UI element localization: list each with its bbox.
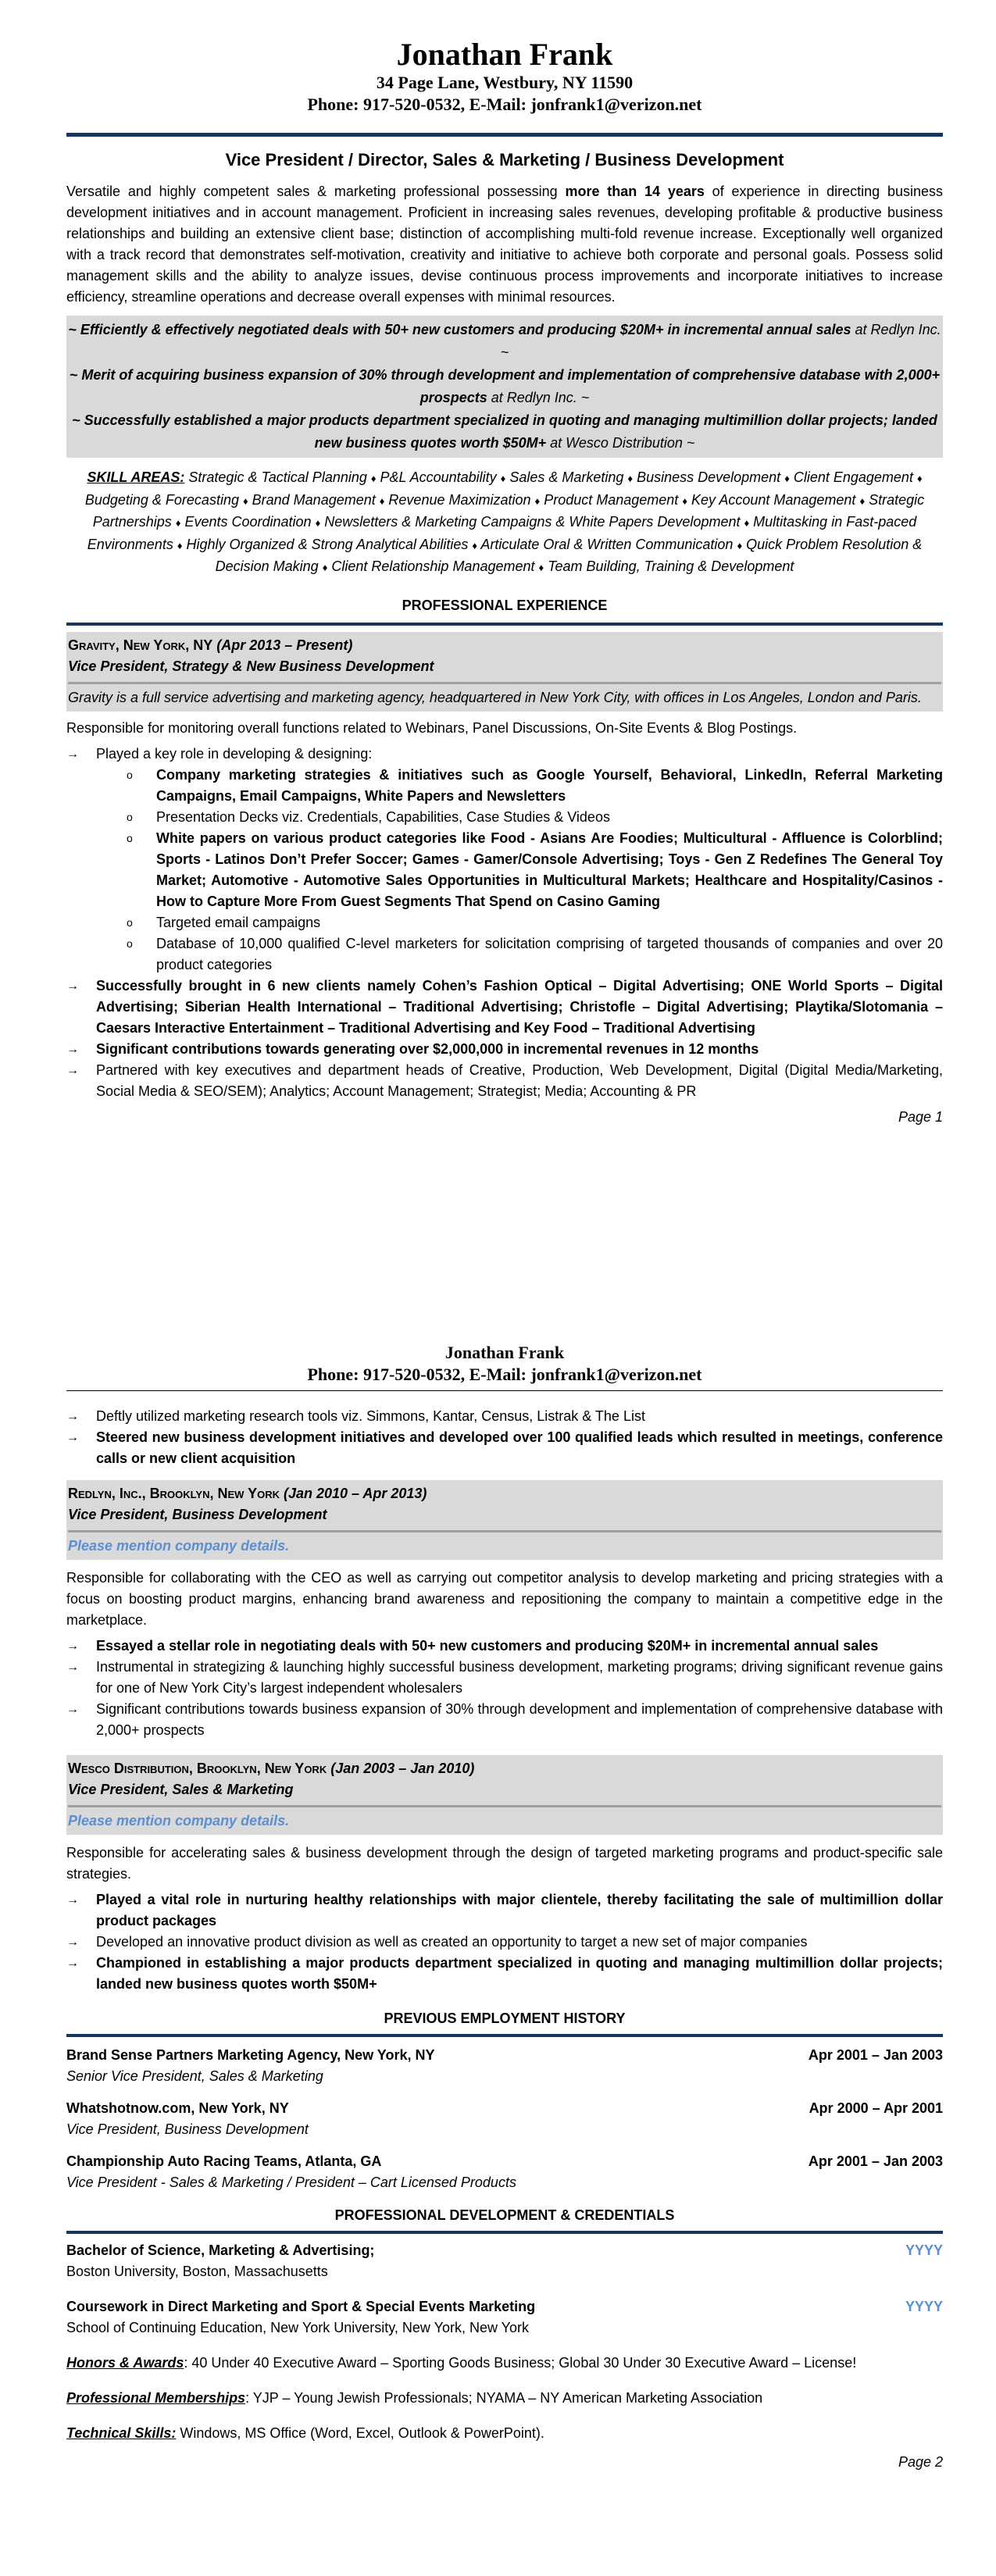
employment-title: Senior Vice President, Sales & Marketing	[66, 2068, 323, 2084]
employer-name: Brand Sense Partners Marketing Agency, New York, NY	[66, 2047, 435, 2063]
section-rule	[66, 2231, 943, 2234]
job-company: Redlyn, Inc., Brooklyn, New York	[68, 1486, 280, 1501]
sub-bullets	[66, 765, 943, 976]
diamond-icon: ♦	[242, 494, 248, 507]
job-dates: (Jan 2003 – Jan 2010)	[330, 1761, 475, 1776]
education-item	[66, 2296, 943, 2339]
diamond-icon: ♦	[370, 473, 377, 484]
bullet-text: Developed an innovative product division as well as created an opportunity to target a new set of major companies	[96, 1934, 808, 1950]
diamond-icon: ♦	[737, 539, 743, 551]
job-bullets	[66, 1636, 943, 1741]
professional-memberships	[66, 2388, 943, 2409]
diamond-icon: ♦	[534, 494, 541, 507]
list-item	[66, 1636, 943, 1657]
summary-text: Versatile and highly competent sales & marketing professional possessing	[66, 184, 566, 199]
memberships-label: Professional Memberships	[66, 2390, 246, 2406]
skill-areas-label: SKILL AREAS:	[87, 469, 185, 485]
circle-bullet-icon: o	[127, 810, 133, 823]
summary-text-rest: of experience in directing business development initiatives and in account management. Proficient in increasing sales revenues, developing profitable & productive business relationships and building an extensive client base; distinction of accomplishing multi-fold revenue increase. Exceptionally well organized with a track record that demonstrates self-motivation, creativity and initiative to achieve both corporate and personal goals. Possess solid management skills and the ability to analyze issues, devise continuous process improvements and incorporate initiatives to increase efficiency, streamline operations and decrease overall expenses with minimal resources.	[66, 184, 943, 305]
list-item	[66, 1039, 943, 1060]
diamond-icon: ♦	[315, 517, 321, 529]
diamond-icon: ♦	[500, 473, 506, 484]
education-row	[66, 2240, 943, 2261]
bullet-text: Significant contributions towards generating over $2,000,000 in incremental revenues in 12 months	[96, 1040, 759, 1057]
arrow-icon: →	[66, 747, 79, 761]
list-item	[66, 1406, 943, 1427]
list-item	[66, 1657, 943, 1699]
bullet-text: Company marketing strategies & initiatives such as Google Yourself, Behavioral, LinkedIn, Referral Marketing Campaigns, Email Campaigns, White Papers and Newsletters	[156, 766, 943, 804]
skill-item: Articulate Oral & Written Communication	[480, 536, 734, 552]
skill-item: Strategic & Tactical Planning	[188, 469, 367, 485]
arrow-icon: →	[66, 1639, 79, 1653]
job-bullets	[66, 1889, 943, 1995]
employer-name: Championship Auto Racing Teams, Atlanta, GA	[66, 2153, 382, 2169]
arrow-icon: →	[66, 1063, 79, 1077]
skill-areas	[66, 467, 943, 579]
header-rule	[66, 133, 943, 137]
skill-item: Client Relationship Management	[331, 558, 535, 574]
section-rule	[66, 2034, 943, 2037]
skill-item: Multitasking in Fast-paced Environments	[87, 514, 917, 552]
job-company-line	[68, 1483, 941, 1504]
job-description: Gravity is a full service advertising and marketing agency, headquartered in New York City, with offices in Los Angeles, London and Paris.	[68, 689, 922, 705]
section-heading-experience: PROFESSIONAL EXPERIENCE	[402, 597, 608, 613]
highlight-bold: ~ Efficiently & effectively negotiated deals with 50+ new customers and producing $20M+ in incremental annual sales	[68, 322, 851, 337]
contact-line: Phone: 917-520-0532, E-Mail: jonfrank1@verizon.net	[307, 95, 702, 114]
skill-item: Events Coordination	[184, 514, 312, 530]
list-item	[66, 744, 943, 765]
previous-employment-list	[66, 2045, 943, 2193]
skill-item: Newsletters & Marketing Campaigns & White Papers Development	[324, 514, 741, 530]
bullet-text: Essayed a stellar role in negotiating deals with 50+ new customers and producing $20M+ in incremental annual sales	[96, 1638, 879, 1654]
highlight-rest: at Wesco Distribution ~	[546, 435, 695, 451]
arrow-icon: →	[66, 1936, 79, 1949]
diamond-icon: ♦	[175, 517, 181, 529]
diamond-icon: ♦	[744, 517, 750, 529]
employer-name: Whatshotnow.com, New York, NY	[66, 2100, 289, 2116]
list-item	[66, 912, 943, 933]
bullet-text: Played a key role in developing & designing:	[96, 745, 373, 762]
list-item	[66, 765, 943, 807]
highlight-rest: at Redlyn Inc. ~	[500, 322, 941, 360]
skill-item: Client Engagement	[793, 469, 913, 485]
list-item	[66, 807, 943, 828]
highlight-item	[68, 364, 941, 409]
diamond-icon: ♦	[627, 473, 634, 484]
list-item	[66, 933, 943, 976]
diamond-icon: ♦	[784, 473, 790, 484]
employment-title: Vice President, Business Development	[66, 2121, 309, 2137]
previous-employment-item	[66, 2151, 943, 2193]
education-year: YYYY	[905, 2299, 943, 2314]
arrow-icon: →	[66, 1431, 79, 1444]
bullet-text: Database of 10,000 qualified C-level marketers for solicitation comprising of targeted thousands of companies and over 20 product categories	[156, 935, 943, 972]
diamond-icon: ♦	[859, 494, 866, 507]
page-number: Page 1	[898, 1108, 943, 1125]
job-responsibility: Responsible for monitoring overall functions related to Webinars, Panel Discussions, On-Site Events & Blog Postings.	[66, 719, 798, 736]
job-company-line	[68, 635, 941, 656]
employment-dates: Apr 2000 – Apr 2001	[809, 2100, 943, 2116]
employment-dates: Apr 2001 – Jan 2003	[808, 2153, 943, 2169]
highlight-bold: ~ Successfully established a major products department specialized in quoting and managing multimillion dollar projects; landed new business quotes worth $50M+	[72, 412, 937, 451]
technical-label: Technical Skills:	[66, 2425, 177, 2441]
list-item	[66, 1427, 943, 1469]
skill-item: Team Building, Training & Development	[548, 558, 794, 574]
degree: Coursework in Direct Marketing and Sport & Special Events Marketing	[66, 2299, 536, 2314]
honors-label: Honors & Awards	[66, 2355, 184, 2371]
job-responsibility: Responsible for accelerating sales & business development through the design of targeted marketing programs and product-specific sale strategies.	[66, 1845, 943, 1882]
highlight-bold: ~ Merit of acquiring business expansion of 30% through development and implementation of comprehensive database with 2,000+ prospects	[69, 367, 941, 405]
skill-item: Quick Problem Resolution & Decision Making	[215, 536, 923, 574]
diamond-icon: ♦	[682, 494, 687, 507]
previous-employment-item	[66, 2045, 943, 2087]
school: Boston University, Boston, Massachusetts	[66, 2264, 328, 2279]
education-row	[66, 2296, 943, 2317]
skill-item: Budgeting & Forecasting	[84, 491, 239, 508]
arrow-icon: →	[66, 1957, 79, 1970]
bullet-text: White papers on various product categories like Food - Asians Are Foodies; Multicultural - Affluence is Colorblind; Sports - Latinos Don’t Prefer Soccer; Games - Gamer/Console Advertising; Toys - Gen Z Redefines The General Toy Market; Automotive - Automotive Sales Opportunities in Multicultural Markets; Healthcare and Hospitality/Casinos - How to Capture More From Guest Segments That Spend on Casino Gaming	[156, 830, 943, 909]
circle-bullet-icon: o	[127, 768, 133, 781]
section-rule	[66, 623, 943, 626]
circle-bullet-icon: o	[127, 831, 133, 844]
bullet-text: Partnered with key executives and department heads of Creative, Production, Web Development, Digital (Digital Media/Marketing, Social Media & SEO/SEM); Analytics; Account Management; Strategist; Media; Accounting & PR	[96, 1061, 943, 1099]
employment-row	[66, 2045, 943, 2066]
employment-title: Vice President - Sales & Marketing / President – Cart Licensed Products	[66, 2175, 516, 2190]
bullet-text: Steered new business development initiatives and developed over 100 qualified leads which resulted in meetings, conference calls or new client acquisition	[96, 1429, 943, 1466]
circle-bullet-icon: o	[127, 915, 133, 929]
page-2-header	[66, 1342, 943, 1386]
education-list	[66, 2240, 943, 2339]
circle-bullet-icon: o	[127, 937, 133, 950]
employment-row	[66, 2151, 943, 2172]
contact-line: Phone: 917-520-0532, E-Mail: jonfrank1@verizon.net	[307, 1365, 702, 1384]
job-company-line	[68, 1758, 941, 1779]
highlight-rest: at Redlyn Inc. ~	[487, 390, 590, 405]
job-header-gravity	[66, 632, 943, 712]
skill-item: Business Development	[637, 469, 781, 485]
skill-item: Revenue Maximization	[388, 491, 531, 508]
list-item	[66, 1889, 943, 1932]
employment-dates: Apr 2001 – Jan 2003	[808, 2047, 943, 2063]
page-1	[66, 37, 943, 116]
bullet-text: Deftly utilized marketing research tools viz. Simmons, Kantar, Census, Listrak & The List	[96, 1408, 645, 1424]
job-title: Vice President, Business Development	[68, 1507, 327, 1522]
arrow-icon: →	[66, 1410, 79, 1423]
skill-item: Brand Management	[252, 491, 376, 508]
degree: Bachelor of Science, Marketing & Advertising;	[66, 2242, 375, 2258]
highlight-item	[68, 409, 941, 455]
list-item	[66, 1060, 943, 1102]
job-header-redlyn	[66, 1480, 943, 1560]
summary-paragraph	[66, 181, 943, 308]
memberships-text: : YJP – Young Jewish Professionals; NYAMA – NY American Marketing Association	[245, 2390, 763, 2406]
job-separator	[68, 1530, 941, 1532]
honors-text: : 40 Under 40 Executive Award – Sporting Goods Business; Global 30 Under 30 Executive Award – License!	[184, 2355, 857, 2371]
list-item	[66, 828, 943, 912]
education-year: YYYY	[905, 2242, 943, 2258]
bullet-text: Successfully brought in 6 new clients namely Cohen’s Fashion Optical – Digital Advertising; ONE World Sports – Digital Advertising; Siberian Health International – Traditional Advertising; Christofle – Digital Advertising; Playtika/Slotomania – Caesars Interactive Entertainment – Traditional Advertising and Key Food – Traditional Advertising	[96, 977, 943, 1036]
technical-skills	[66, 2423, 943, 2444]
diamond-icon: ♦	[916, 473, 923, 484]
diamond-icon: ♦	[472, 539, 477, 551]
headline: Vice President / Director, Sales & Marketing / Business Development	[225, 150, 784, 169]
header-rule	[66, 1390, 943, 1391]
job-dates: (Jan 2010 – Apr 2013)	[283, 1486, 427, 1501]
skill-item: Key Account Management	[691, 491, 856, 508]
skill-item: Highly Organized & Strong Analytical Abilities	[186, 536, 469, 552]
arrow-icon: →	[66, 1703, 79, 1716]
honors-awards	[66, 2353, 943, 2374]
job-company: Gravity, New York, NY	[68, 637, 213, 653]
skill-areas-list	[85, 469, 924, 574]
address: 34 Page Lane, Westbury, NY 11590	[376, 73, 634, 92]
job-title: Vice President, Sales & Marketing	[68, 1782, 294, 1797]
job-separator	[68, 682, 941, 684]
skill-item: P&L Accountability	[380, 469, 497, 485]
job-description: Please mention company details.	[68, 1813, 290, 1829]
section-heading-previous: PREVIOUS EMPLOYMENT HISTORY	[384, 2010, 626, 2026]
candidate-name: Jonathan Frank	[444, 1343, 565, 1362]
employment-row	[66, 2098, 943, 2119]
highlight-item	[68, 319, 941, 364]
job-header-wesco	[66, 1755, 943, 1835]
arrow-icon: →	[66, 1661, 79, 1674]
diamond-icon: ♦	[379, 494, 385, 507]
page-1-body	[66, 148, 943, 1128]
bullet-text: Championed in establishing a major products department specialized in quoting and managing multimillion dollar projects; landed new business quotes worth $50M+	[96, 1955, 943, 1992]
page-2-body	[66, 1406, 943, 2473]
bullet-text: Presentation Decks viz. Credentials, Capabilities, Case Studies & Videos	[156, 808, 610, 825]
section-heading-credentials: PROFESSIONAL DEVELOPMENT & CREDENTIALS	[334, 2207, 675, 2223]
job-title: Vice President, Strategy & New Business Development	[68, 658, 434, 674]
highlights-box	[66, 316, 943, 458]
job-bullets	[66, 976, 943, 1102]
bullet-text: Targeted email campaigns	[156, 914, 321, 930]
job-responsibility: Responsible for collaborating with the CEO as well as carrying out competitor analysis to develop marketing and pricing strategies with a focus on boosting product margins, enhancing brand awareness and repositioning the company to maintain a competitive edge in the marketplace.	[66, 1570, 943, 1628]
page-number: Page 2	[898, 2454, 943, 2470]
bullet-text: Significant contributions towards business expansion of 30% through development and implementation of comprehensive database with 2,000+ prospects	[96, 1701, 943, 1738]
education-item	[66, 2240, 943, 2282]
list-item	[66, 1699, 943, 1741]
candidate-name: Jonathan Frank	[396, 37, 613, 72]
technical-text: Windows, MS Office (Word, Excel, Outlook & PowerPoint).	[176, 2425, 544, 2441]
skill-item: Strategic Partnerships	[92, 491, 925, 530]
job-dates: (Apr 2013 – Present)	[216, 637, 353, 653]
summary-emphasis: more than 14 years	[565, 184, 705, 199]
skill-item: Sales & Marketing	[509, 469, 624, 485]
list-item	[66, 1953, 943, 1995]
arrow-icon: →	[66, 1042, 79, 1056]
job-company: Wesco Distribution, Brooklyn, New York	[68, 1761, 327, 1776]
job-bullets	[66, 1406, 943, 1469]
list-item	[66, 976, 943, 1039]
diamond-icon: ♦	[177, 539, 183, 551]
list-item	[66, 1932, 943, 1953]
school: School of Continuing Education, New York University, New York, New York	[66, 2320, 529, 2335]
job-description: Please mention company details.	[68, 1538, 290, 1554]
diamond-icon: ♦	[322, 562, 328, 573]
job-bullets	[66, 744, 943, 765]
job-separator	[68, 1805, 941, 1807]
arrow-icon: →	[66, 1893, 79, 1907]
diamond-icon: ♦	[538, 562, 544, 573]
arrow-icon: →	[66, 979, 79, 993]
previous-employment-item	[66, 2098, 943, 2140]
bullet-text: Played a vital role in nurturing healthy relationships with major clientele, thereby facilitating the sale of multimillion dollar product packages	[96, 1892, 943, 1928]
skill-item: Product Management	[544, 491, 679, 508]
bullet-text: Instrumental in strategizing & launching highly successful business development, marketing programs; driving significant revenue gains for one of New York City’s largest independent wholesalers	[96, 1659, 943, 1696]
